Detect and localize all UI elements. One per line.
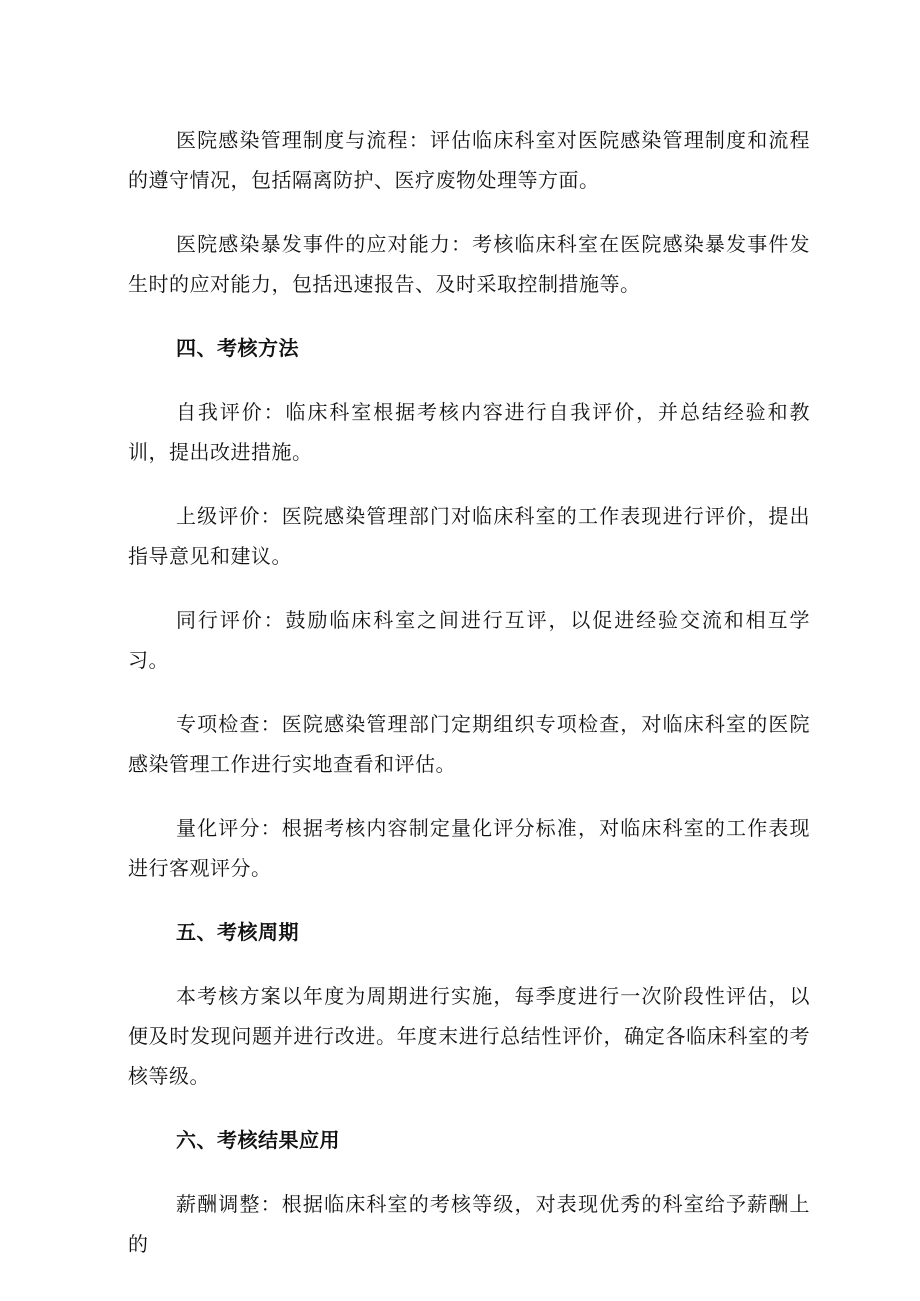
paragraph-self-evaluation: 自我评价：临床科室根据考核内容进行自我评价，并总结经验和教训，提出改进措施。	[128, 400, 810, 464]
section-heading-methods: 四、考核方法	[176, 336, 299, 360]
paragraph-salary-adjustment: 薪酬调整：根据临床科室的考核等级，对表现优秀的科室给予薪酬上的	[128, 1192, 810, 1256]
paragraph-assessment-cycle: 本考核方案以年度为周期进行实施，每季度进行一次阶段性评估，以便及时发现问题并进行改进。年度末进行总结性评价，确定各临床科室的考核等级。	[128, 984, 810, 1088]
paragraph-special-inspection: 专项检查：医院感染管理部门定期组织专项检查，对临床科室的医院感染管理工作进行实地查看和评估。	[128, 712, 810, 776]
section-heading-cycle: 五、考核周期	[176, 920, 299, 944]
paragraph-outbreak-response: 医院感染暴发事件的应对能力：考核临床科室在医院感染暴发事件发生时的应对能力，包括迅速报告、及时采取控制措施等。	[128, 232, 810, 296]
paragraph-infection-rules: 医院感染管理制度与流程：评估临床科室对医院感染管理制度和流程的遵守情况，包括隔离防护、医疗废物处理等方面。	[128, 128, 810, 192]
paragraph-superior-evaluation: 上级评价：医院感染管理部门对临床科室的工作表现进行评价，提出指导意见和建议。	[128, 504, 810, 568]
section-heading-results: 六、考核结果应用	[176, 1128, 340, 1152]
document-body	[128, 120, 810, 1288]
paragraph-peer-evaluation: 同行评价：鼓励临床科室之间进行互评，以促进经验交流和相互学习。	[128, 608, 810, 672]
paragraph-quantitative-scoring: 量化评分：根据考核内容制定量化评分标准，对临床科室的工作表现进行客观评分。	[128, 816, 810, 880]
